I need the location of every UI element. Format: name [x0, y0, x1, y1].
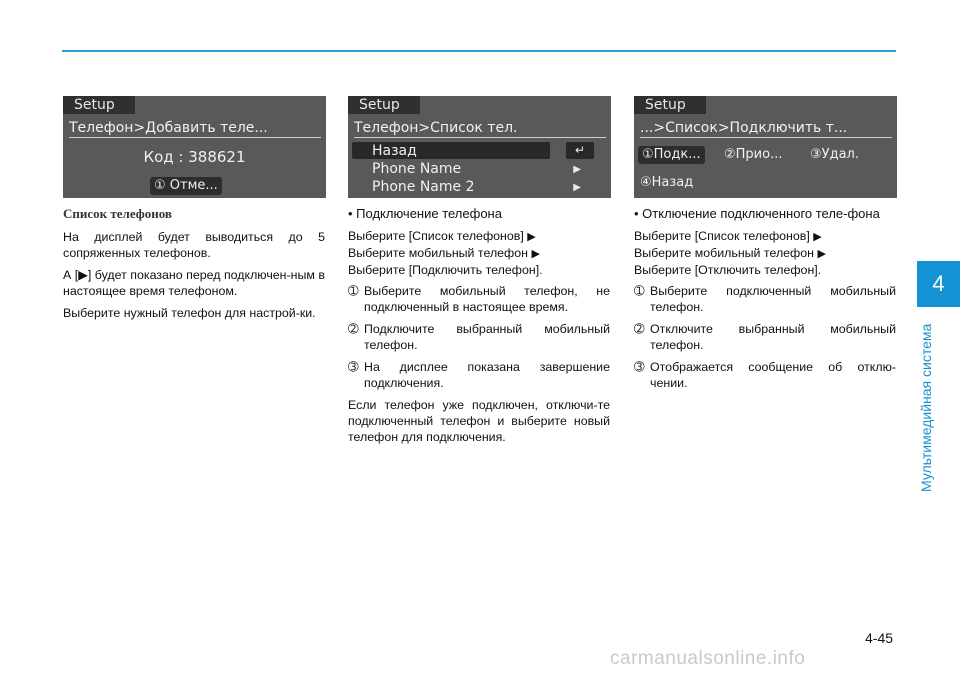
screen-title: Setup	[634, 96, 706, 114]
connect-option[interactable]: ①Подк...	[638, 146, 705, 164]
numbered-step	[634, 359, 896, 391]
step-number: ➁	[634, 322, 645, 336]
screen-title: Setup	[348, 96, 420, 114]
instruction-step: Выберите [Подключить телефон].	[348, 263, 543, 277]
screen-path: Телефон>Добавить теле...	[69, 120, 321, 138]
step-number: ➂	[634, 360, 645, 374]
numbered-step	[634, 321, 896, 353]
numbered-step	[348, 359, 610, 391]
top-rule	[62, 50, 896, 52]
step-text: Подключите выбранный мобильный телефон.	[364, 322, 610, 352]
step-number: ➀	[348, 284, 359, 298]
next-arrow-icon: ▶	[813, 231, 822, 243]
instruction-step: Выберите [Список телефонов]	[348, 229, 524, 243]
step-text: Выберите подключенный мобильный телефон.	[650, 284, 896, 314]
column-connect-phone	[348, 206, 610, 451]
screen-path: ...>Список>Подключить т...	[640, 120, 892, 138]
return-icon[interactable]: ↵	[566, 142, 594, 159]
column-disconnect-phone	[634, 206, 896, 397]
paragraph: На дисплей будет выводиться до 5 сопряженных телефонов.	[63, 230, 325, 260]
paragraph: Выберите нужный телефон для настрой-ки.	[63, 306, 316, 320]
step-number: ➁	[348, 322, 359, 336]
step-number: ➂	[348, 360, 359, 374]
screen-path: Телефон>Список тел.	[354, 120, 606, 138]
instruction-block	[348, 228, 610, 278]
next-arrow-icon: ▶	[531, 248, 540, 260]
numbered-step	[634, 283, 896, 315]
play-arrow-icon: ▶	[573, 164, 581, 175]
list-item-back[interactable]: Назад	[372, 143, 417, 159]
setup-screen-connect-phone	[634, 96, 897, 198]
back-option[interactable]: ④Назад	[640, 175, 694, 190]
priority-option[interactable]: ②Прио...	[724, 147, 783, 162]
step-text: Отключите выбранный мобильный телефон.	[650, 322, 896, 352]
section-heading: Список телефонов	[63, 206, 172, 221]
instruction-step: Выберите [Отключить телефон].	[634, 263, 822, 277]
next-arrow-icon: ▶	[817, 248, 826, 260]
numbered-step	[348, 283, 610, 315]
instruction-step: Выберите [Список телефонов]	[634, 229, 810, 243]
play-arrow-icon: ▶	[573, 182, 581, 193]
cancel-button[interactable]: ① Отме...	[150, 177, 222, 195]
step-text: На дисплее показана завершение подключения.	[364, 360, 610, 390]
setup-screen-phone-list	[348, 96, 611, 198]
numbered-step	[348, 321, 610, 353]
paragraph: А [▶] будет показано перед подключен-ным в настоящее время телефоном.	[63, 268, 325, 298]
chapter-label: Мультимедийная система	[918, 323, 934, 492]
bullet-heading: • Подключение телефона	[348, 206, 502, 221]
setup-screen-add-phone	[63, 96, 326, 198]
watermark: carmanualsonline.info	[610, 648, 806, 669]
instruction-step: Выберите мобильный телефон	[634, 246, 814, 260]
chapter-tab: 4	[917, 261, 960, 307]
instruction-step: Выберите мобильный телефон	[348, 246, 528, 260]
step-text: Выберите мобильный телефон, не подключенный в настоящее время.	[364, 284, 610, 314]
instruction-block	[634, 228, 896, 278]
bullet-heading: • Отключение подключенного теле-фона	[634, 206, 880, 221]
screen-title: Setup	[63, 96, 135, 114]
page-number: 4-45	[865, 630, 894, 646]
column-phone-list	[63, 206, 325, 327]
delete-option[interactable]: ③Удал.	[810, 147, 859, 162]
pairing-code: Код : 388621	[143, 148, 246, 166]
next-arrow-icon: ▶	[527, 231, 536, 243]
note-paragraph: Если телефон уже подключен, отключи-те подключенный телефон и выберите новый телефон для подключения.	[348, 398, 610, 444]
list-item-phone[interactable]: Phone Name 2	[372, 179, 475, 195]
step-number: ➀	[634, 284, 645, 298]
list-item-phone[interactable]: Phone Name	[372, 161, 462, 177]
step-text: Отображается сообщение об отклю-чении.	[650, 360, 896, 390]
